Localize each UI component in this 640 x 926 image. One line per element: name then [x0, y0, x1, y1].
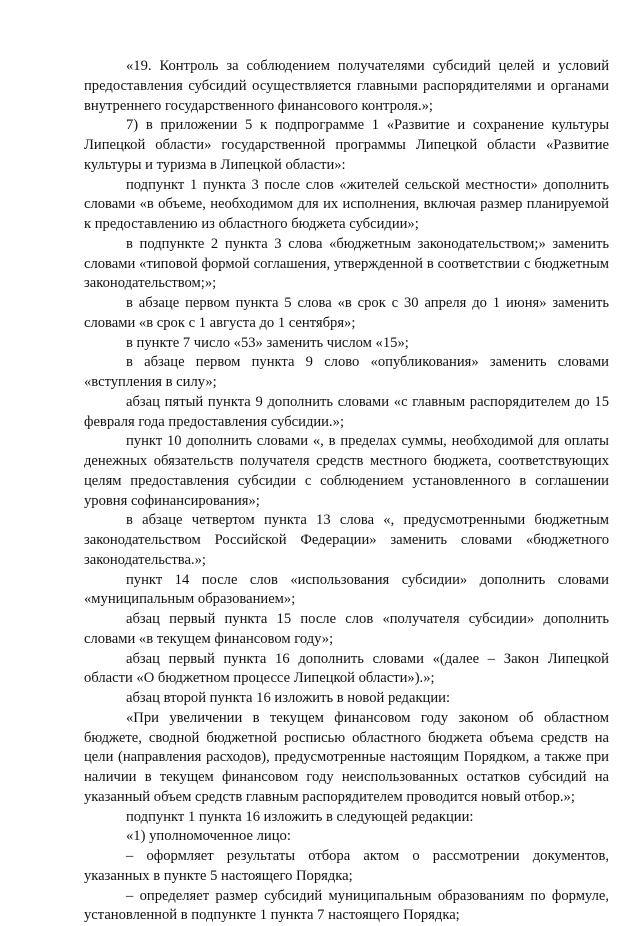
paragraph: в подпункте 2 пункта 3 слова «бюджетным законодательством;» заменить словами «типовой формой соглашения, утвержденной в соответствии с бюджетным законодательством;»;	[84, 235, 609, 294]
paragraph: «При увеличении в текущем финансовом году законом об областном бюджете, сводной бюджетной росписью областного бюджета объема средств на цели (направления расходов), предусмотренные настоящим Порядком, а также при наличии в текущем финансовом году неиспользованных остатков субсидий на указанный объем средств главным распорядителем проводится новый отбор.»;	[84, 709, 609, 808]
paragraph: подпункт 1 пункта 3 после слов «жителей сельской местности» дополнить словами «в объеме, необходимом для их исполнения, включая размер планируемой к предоставлению из областного бюджета субсидии»;	[84, 176, 609, 235]
paragraph: в абзаце первом пункта 5 слова «в срок с 30 апреля до 1 июня» заменить словами «в срок с 1 августа до 1 сентября»;	[84, 294, 609, 334]
paragraph: абзац пятый пункта 9 дополнить словами «с главным распорядителем до 15 февраля года предоставления субсидии.»;	[84, 393, 609, 433]
paragraph: «1) уполномоченное лицо:	[84, 827, 609, 847]
paragraph: подпункт 1 пункта 16 изложить в следующей редакции:	[84, 808, 609, 828]
paragraph: в абзаце первом пункта 9 слово «опубликования» заменить словами «вступления в силу»;	[84, 353, 609, 393]
paragraph: 7) в приложении 5 к подпрограмме 1 «Развитие и сохранение культуры Липецкой области» государственной программы Липецкой области «Развитие культуры и туризма в Липецкой области»:	[84, 116, 609, 175]
paragraph: в абзаце четвертом пункта 13 слова «, предусмотренными бюджетным законодательством Российской Федерации» заменить словами «бюджетного законодательства.»;	[84, 511, 609, 570]
paragraph: пункт 14 после слов «использования субсидии» дополнить словами «муниципальным образованием»;	[84, 571, 609, 611]
paragraph: – определяет размер субсидий муниципальным образованиям по формуле, установленной в подпункте 1 пункта 7 настоящего Порядка;	[84, 887, 609, 926]
paragraph: абзац второй пункта 16 изложить в новой редакции:	[84, 689, 609, 709]
paragraph: абзац первый пункта 15 после слов «получателя субсидии» дополнить словами «в текущем финансовом году»;	[84, 610, 609, 650]
paragraph: абзац первый пункта 16 дополнить словами «(далее – Закон Липецкой области «О бюджетном процессе Липецкой области»).»;	[84, 650, 609, 690]
paragraph: – оформляет результаты отбора актом о рассмотрении документов, указанных в пункте 5 настоящего Порядка;	[84, 847, 609, 887]
paragraph: «19. Контроль за соблюдением получателями субсидий целей и условий предоставления субсидий осуществляется главными распорядителями и органами внутреннего государственного финансового контроля.»;	[84, 57, 609, 116]
paragraph: пункт 10 дополнить словами «, в пределах суммы, необходимой для оплаты денежных обязательств получателя средств местного бюджета, соответствующих целям предоставления субсидии с соблюдением установленного в соглашении уровня софинансирования»;	[84, 432, 609, 511]
document-page	[84, 57, 609, 926]
paragraph: в пункте 7 число «53» заменить числом «15»;	[84, 334, 609, 354]
